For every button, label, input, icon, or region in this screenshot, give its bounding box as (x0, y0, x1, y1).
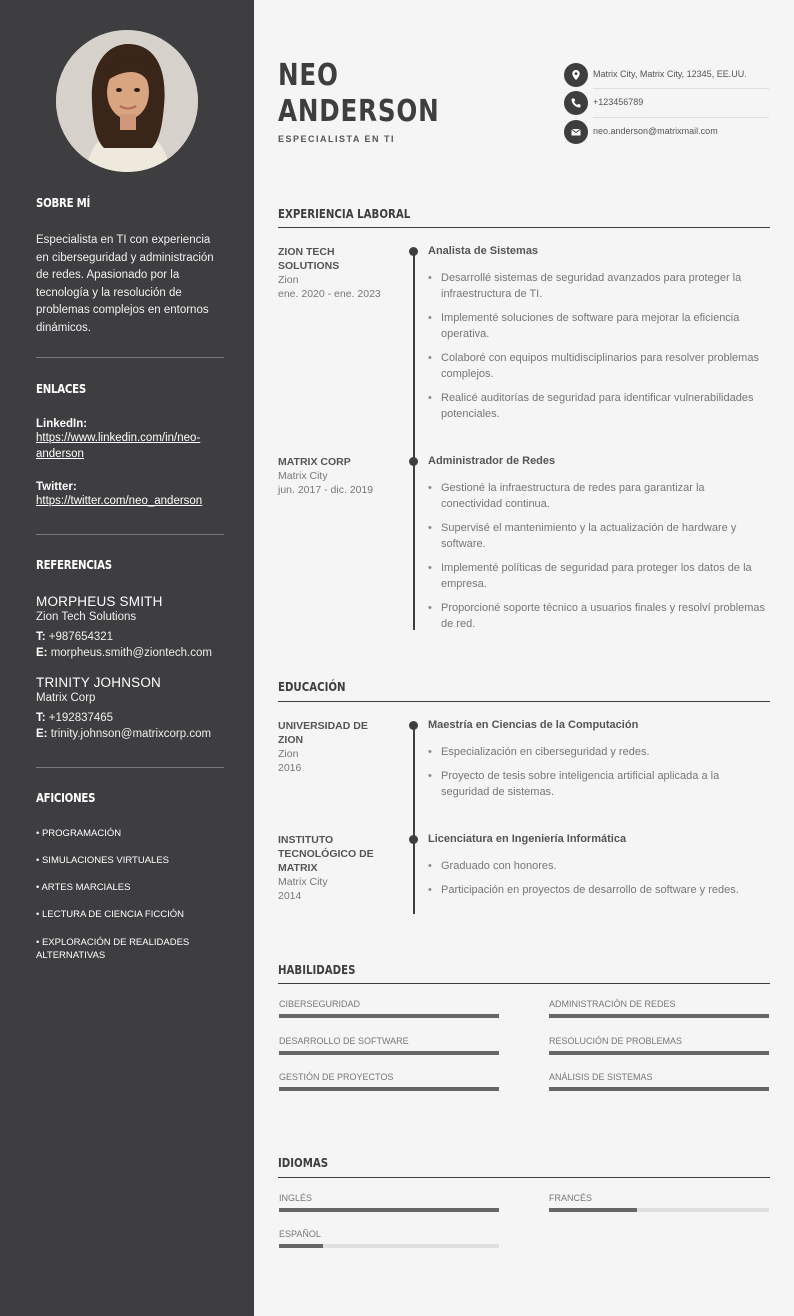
timeline-dot (409, 457, 418, 466)
skill-bar (549, 1051, 769, 1055)
sidebar-divider (36, 357, 224, 358)
contact-email (564, 118, 769, 146)
language-item (279, 1229, 499, 1248)
skills-title: HABILIDADES (278, 963, 356, 977)
timeline-dot (409, 835, 418, 844)
skill-bar (549, 1014, 769, 1018)
job-title: ESPECIALISTA EN TI (278, 134, 396, 144)
section-rule (278, 983, 770, 984)
list-item: • Implementé soluciones de software para mejorar la eficiencia operativa. (428, 310, 768, 342)
language-bar-fill (549, 1208, 637, 1212)
sidebar-divider (36, 767, 224, 768)
list-item: • Gestioné la infraestructura de redes para garantizar la conectividad continua. (428, 480, 768, 512)
org-location: Zion (278, 274, 299, 286)
skill-bar-fill (549, 1087, 769, 1091)
skill-item (279, 1036, 499, 1055)
section-rule (278, 1177, 770, 1178)
references-title: REFERENCIAS (36, 558, 112, 572)
twitter-label: Twitter: (36, 481, 77, 493)
experience-bullets (428, 270, 768, 430)
degree-title: Licenciatura en Ingeniería Informática (428, 833, 627, 845)
list-item: • Colaboré con equipos multidisciplinarios para resolver problemas complejos. (428, 350, 768, 382)
education-bullets (428, 744, 768, 808)
hobby-item: • LECTURA DE CIENCIA FICCIÓN (36, 909, 184, 920)
skill-bar (279, 1014, 499, 1018)
skill-bar-fill (279, 1051, 499, 1055)
language-label: ESPAÑOL (279, 1229, 321, 1239)
timeline-dot (409, 247, 418, 256)
reference-email: E: morpheus.smith@ziontech.com (36, 647, 212, 659)
language-label: FRANCÉS (549, 1193, 593, 1203)
language-bar-fill (279, 1208, 499, 1212)
hobby-item: • ARTES MARCIALES (36, 882, 131, 893)
experience-entry-meta (278, 245, 398, 301)
language-bar (279, 1208, 499, 1212)
org-location: Matrix City (278, 470, 328, 482)
timeline-line (413, 726, 415, 914)
reference-company: Matrix Corp (36, 692, 96, 704)
skill-bar (279, 1087, 499, 1091)
email-text: neo.anderson@matrixmail.com (593, 126, 718, 136)
section-rule (278, 701, 770, 702)
org-dates: jun. 2017 - dic. 2019 (278, 484, 374, 496)
skill-item (279, 1072, 499, 1091)
phone-text: +123456789 (593, 97, 644, 107)
about-section (36, 196, 224, 210)
hobby-item: • SIMULACIONES VIRTUALES (36, 855, 170, 866)
language-bar (279, 1244, 499, 1248)
first-name: NEO (278, 58, 339, 93)
org-dates: ene. 2020 - ene. 2023 (278, 288, 381, 300)
timeline-dot (409, 721, 418, 730)
list-item: • Participación en proyectos de desarrollo de software y redes. (428, 882, 768, 898)
about-text: Especialista en TI con experiencia en ciberseguridad y administración de redes. Apasionado por la tecnología y la resolución de problemas complejos en entornos dinámicos. (36, 234, 214, 334)
education-entry-meta (278, 833, 393, 903)
location-icon (564, 63, 588, 87)
skill-label: GESTIÓN DE PROYECTOS (279, 1072, 394, 1082)
sidebar (0, 0, 254, 1316)
reference-name: MORPHEUS SMITH (36, 594, 163, 609)
about-title: SOBRE MÍ (36, 196, 91, 210)
skill-label: RESOLUCIÓN DE PROBLEMAS (549, 1036, 683, 1046)
language-bar (549, 1208, 769, 1212)
address-text: Matrix City, Matrix City, 12345, EE.UU. (593, 69, 747, 79)
skill-label: ANÁLISIS DE SISTEMAS (549, 1072, 653, 1082)
org-name: ZION TECH SOLUTIONS (278, 246, 340, 272)
list-item: • Implementé políticas de seguridad para proteger los datos de la empresa. (428, 560, 768, 592)
skill-item (549, 1036, 769, 1055)
language-item (549, 1193, 769, 1212)
hobbies-title: AFICIONES (36, 791, 96, 805)
education-entry-meta (278, 719, 393, 775)
skill-label: ADMINISTRACIÓN DE REDES (549, 999, 676, 1009)
org-location: Matrix City (278, 876, 328, 888)
skill-bar (549, 1087, 769, 1091)
references-section (36, 558, 224, 572)
degree-title: Maestría en Ciencias de la Computación (428, 719, 639, 731)
skill-label: CIBERSEGURIDAD (279, 999, 361, 1009)
links-title: ENLACES (36, 382, 86, 396)
linkedin-link[interactable]: https://www.linkedin.com/in/neo-anderson (36, 432, 201, 460)
org-location: Zion (278, 748, 299, 760)
skill-item (549, 1072, 769, 1091)
language-bar-fill (279, 1244, 323, 1248)
skill-bar-fill (549, 1014, 769, 1018)
links-section (36, 382, 224, 396)
experience-bullets (428, 480, 768, 640)
org-name: UNIVERSIDAD DE ZION (278, 720, 368, 746)
reference-name: TRINITY JOHNSON (36, 675, 162, 690)
contact-address (564, 61, 769, 89)
role-title: Administrador de Redes (428, 455, 556, 467)
list-item: • Proporcioné soporte técnico a usuarios finales y resolví problemas de red. (428, 600, 768, 632)
education-bullets (428, 858, 768, 906)
reference-company: Zion Tech Solutions (36, 611, 137, 623)
profile-photo (56, 30, 198, 172)
reference-phone: T: +192837465 (36, 712, 114, 724)
list-item: • Proyecto de tesis sobre inteligencia artificial aplicada a la seguridad de sistemas. (428, 768, 768, 800)
skill-bar-fill (279, 1087, 499, 1091)
list-item: • Supervisé el mantenimiento y la actualización de hardware y software. (428, 520, 768, 552)
experience-entry-meta (278, 455, 398, 497)
person-name (278, 58, 440, 130)
phone-icon (564, 91, 588, 115)
twitter-link[interactable]: https://twitter.com/neo_anderson (36, 495, 203, 507)
sidebar-divider (36, 534, 224, 535)
list-item: • Especialización en ciberseguridad y redes. (428, 744, 768, 760)
skill-item (279, 999, 499, 1018)
reference-email: E: trinity.johnson@matrixcorp.com (36, 728, 212, 740)
reference-1 (36, 594, 224, 661)
hobby-item: • PROGRAMACIÓN (36, 828, 122, 839)
skill-bar (279, 1051, 499, 1055)
skill-label: DESARROLLO DE SOFTWARE (279, 1036, 409, 1046)
last-name: ANDERSON (278, 94, 440, 129)
role-title: Analista de Sistemas (428, 245, 539, 257)
skill-bar-fill (279, 1014, 499, 1018)
list-item: • Desarrollé sistemas de seguridad avanzados para proteger la infraestructura de TI. (428, 270, 768, 302)
org-dates: 2014 (278, 890, 302, 902)
timeline-line (413, 252, 415, 630)
education-title: EDUCACIÓN (278, 680, 346, 694)
language-label: INGLÉS (279, 1193, 313, 1203)
org-name: MATRIX CORP (278, 456, 351, 468)
mail-icon (564, 120, 588, 144)
languages-title: IDIOMAS (278, 1156, 329, 1170)
section-rule (278, 227, 770, 228)
org-name: INSTITUTO TECNOLÓGICO DE MATRIX (278, 834, 374, 874)
skill-item (549, 999, 769, 1018)
reference-phone: T: +987654321 (36, 631, 114, 643)
contact-phone (564, 89, 769, 117)
language-item (279, 1193, 499, 1212)
reference-2 (36, 675, 224, 742)
link-linkedin (36, 418, 224, 462)
hobbies-section (36, 791, 224, 805)
linkedin-label: LinkedIn: (36, 418, 88, 430)
org-dates: 2016 (278, 762, 302, 774)
link-twitter (36, 481, 224, 509)
list-item: • Realicé auditorías de seguridad para identificar vulnerabilidades potenciales. (428, 390, 768, 422)
experience-title: EXPERIENCIA LABORAL (278, 207, 411, 221)
list-item: • Graduado con honores. (428, 858, 768, 874)
hobby-item: • EXPLORACIÓN DE REALIDADES ALTERNATIVAS (36, 937, 190, 961)
skill-bar-fill (549, 1051, 769, 1055)
